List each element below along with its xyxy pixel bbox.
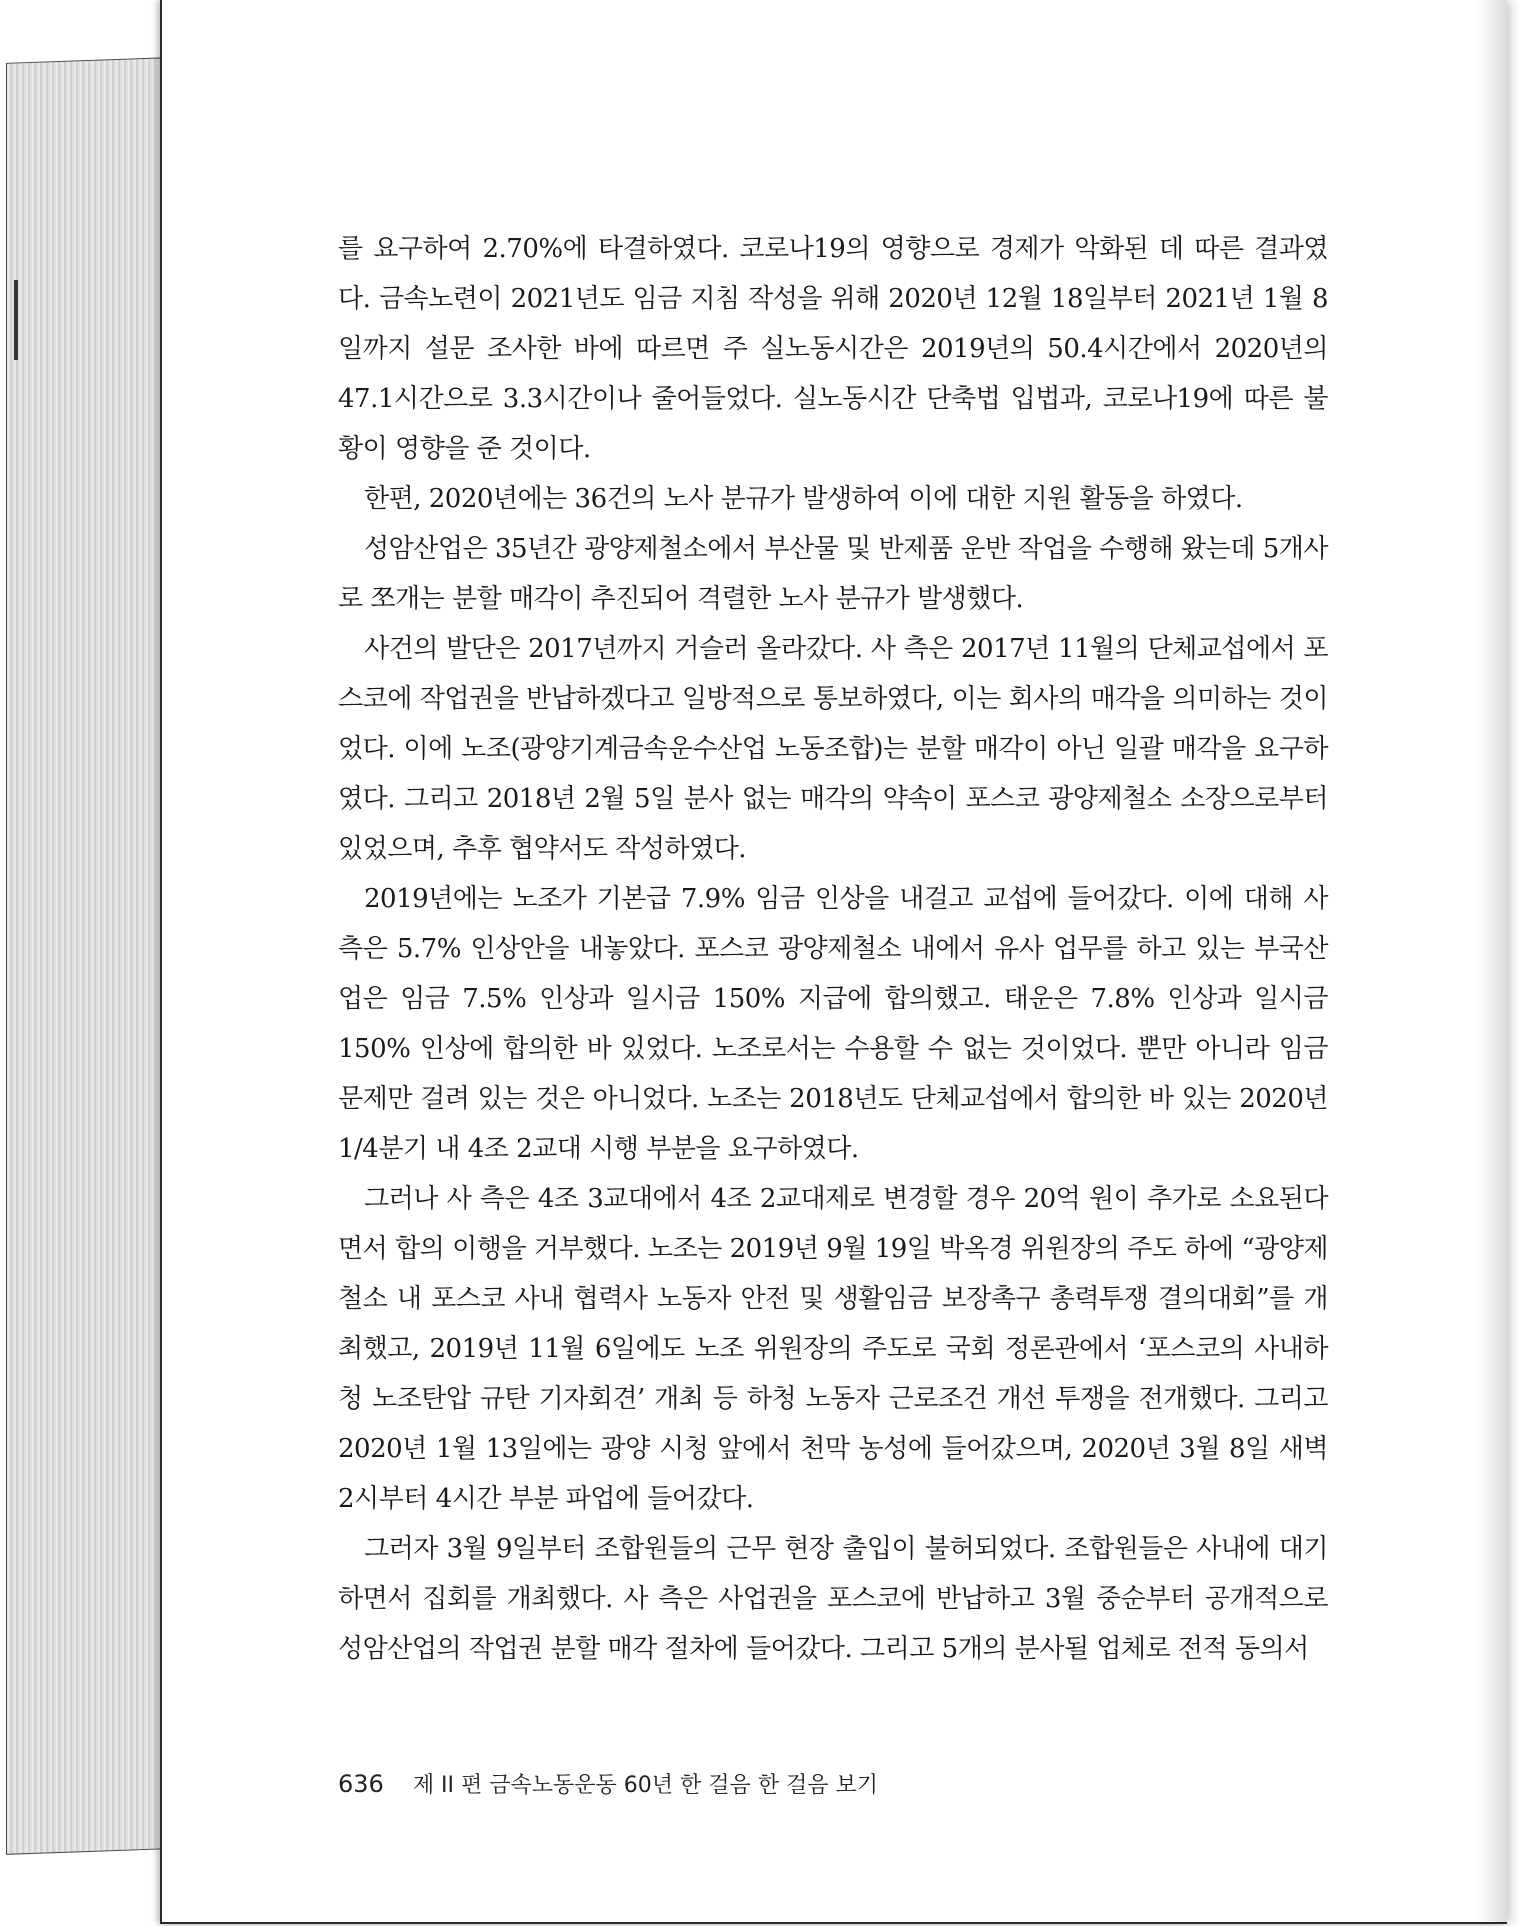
body-text xyxy=(338,224,1328,1674)
page-footer xyxy=(338,1768,878,1799)
book-page-edges xyxy=(6,57,168,1855)
spine-mark xyxy=(14,280,18,360)
paragraph: 성암산업은 35년간 광양제철소에서 부산물 및 반제품 운반 작업을 수행해 왔는데 5개사로 쪼개는 분할 매각이 추진되어 격렬한 노사 분규가 발생했다. xyxy=(338,534,1328,614)
paragraph: 한편, 2020년에는 36건의 노사 분규가 발생하여 이에 대한 지원 활동을 하였다. xyxy=(364,484,1243,514)
page-number: 636 xyxy=(338,1770,384,1798)
paragraph: 사건의 발단은 2017년까지 거슬러 올라갔다. 사 측은 2017년 11월의 단체교섭에서 포스코에 작업권을 반납하겠다고 일방적으로 통보하였다, 이는 회사의 매각을 의미하는 것이었다. 이에 노조(광양기계금속운수산업 노동조합)는 분할 매각이 아닌 일괄 매각을 요구하였다. 그리고 2018년 2월 5일 분사 없는 매각의 약속이 포스코 광양제철소 소장으로부터 있었으며, 추후 협약서도 작성하였다. xyxy=(338,634,1328,864)
paragraph: 2019년에는 노조가 기본급 7.9% 임금 인상을 내걸고 교섭에 들어갔다. 이에 대해 사 측은 5.7% 인상안을 내놓았다. 포스코 광양제철소 내에서 유사 업무를 하고 있는 부국산업은 임금 7.5% 인상과 일시금 150% 지급에 합의했고. 태운은 7.8% 인상과 일시금 150% 인상에 합의한 바 있었다. 노조로서는 수용할 수 없는 것이었다. 뿐만 아니라 임금 문제만 걸려 있는 것은 아니었다. 노조는 2018년도 단체교섭에서 합의한 바 있는 2020년 1/4분기 내 4조 2교대 시행 부분을 요구하였다. xyxy=(338,884,1328,1164)
running-title: 제 II 편 금속노동운동 60년 한 걸음 한 걸음 보기 xyxy=(412,1773,879,1798)
paragraph: 를 요구하여 2.70%에 타결하였다. 코로나19의 영향으로 경제가 악화된 데 따른 결과였다. 금속노련이 2021년도 임금 지침 작성을 위해 2020년 12월 18일부터 2021년 1월 8일까지 설문 조사한 바에 따르면 주 실노동시간은 2019년의 50.4시간에서 2020년의 47.1시간으로 3.3시간이나 줄어들었다. 실노동시간 단축법 입법과, 코로나19에 따른 불황이 영향을 준 것이다. xyxy=(338,234,1328,464)
paragraph: 그러나 사 측은 4조 3교대에서 4조 2교대제로 변경할 경우 20억 원이 추가로 소요된다면서 합의 이행을 거부했다. 노조는 2019년 9월 19일 박옥경 위원장의 주도 하에 “광양제철소 내 포스코 사내 협력사 노동자 안전 및 생활임금 보장촉구 총력투쟁 결의대회”를 개최했고, 2019년 11월 6일에도 노조 위원장의 주도로 국회 정론관에서 ‘포스코의 사내하청 노조탄압 규탄 기자회견’ 개최 등 하청 노동자 근로조건 개선 투쟁을 전개했다. 그리고 2020년 1월 13일에는 광양 시청 앞에서 천막 농성에 들어갔으며, 2020년 3월 8일 새벽 2시부터 4시간 부분 파업에 들어갔다. xyxy=(338,1184,1328,1514)
paragraph: 그러자 3월 9일부터 조합원들의 근무 현장 출입이 불허되었다. 조합원들은 사내에 대기하면서 집회를 개최했다. 사 측은 사업권을 포스코에 반납하고 3월 중순부터 공개적으로 성암산업의 작업권 분할 매각 절차에 들어갔다. 그리고 5개의 분사될 업체로 전적 동의서 xyxy=(338,1534,1328,1664)
page-shadow xyxy=(1477,0,1507,1922)
